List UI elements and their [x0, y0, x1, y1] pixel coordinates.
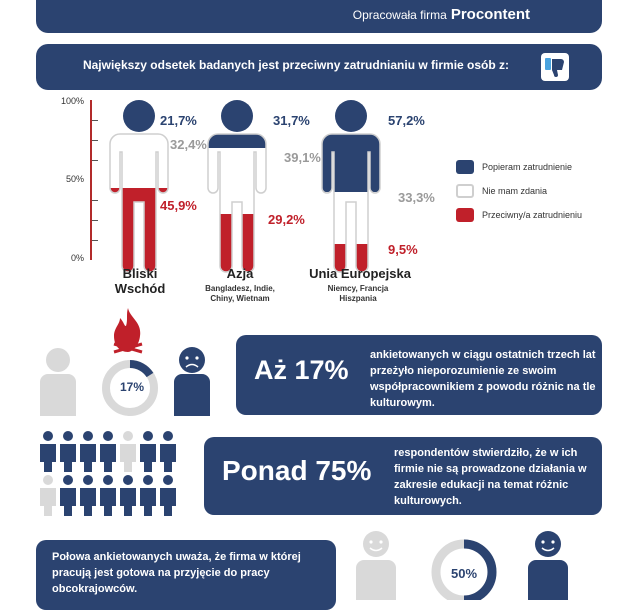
group-name-azja: Azja: [226, 266, 254, 281]
figure-unia-europejska: [320, 100, 382, 294]
credit-prefix: Opracowała firma: [352, 8, 447, 22]
pct-against-azja: 29,2%: [268, 212, 305, 227]
pct-support-azja: 31,7%: [273, 113, 310, 128]
legend-swatch-against: [456, 208, 474, 222]
group-name-ue: Unia Europejska: [309, 266, 411, 281]
group-name-bliski: Bliski Wschód: [114, 266, 166, 296]
fire-icon: [114, 308, 142, 352]
person-navy-icon: [528, 531, 568, 600]
person-sad-icon: [174, 347, 210, 416]
person-happy-icon: [40, 348, 76, 416]
figure-head: [335, 100, 367, 132]
stat2-text: respondentów stwierdziło, że w ich firmie nie są prowadzone działania w zakresie edukacji na temat różnic kulturowych.: [394, 447, 587, 507]
conflict-illustration: [38, 300, 238, 430]
pct-against-bliski: 45,9%: [160, 198, 197, 213]
legend-label-neutral: Nie mam zdania: [482, 186, 548, 196]
stat1-text: ankietowanych w ciągu ostatnich trzech lat przeżyło nieporozumienie ze swoim współpracownikiem z powodu różnic na tle kulturowym.: [370, 349, 596, 409]
stat1-big: Aż 17%: [254, 355, 349, 385]
legend-label-against: Przeciwny/a zatrudnieniu: [482, 210, 583, 220]
person-gray-icon: [356, 531, 396, 600]
axis-label-100: 100%: [60, 96, 84, 106]
pct-support-bliski: 21,7%: [160, 113, 197, 128]
brand-logo: Procontent: [450, 6, 530, 23]
stat2-box: [204, 437, 602, 515]
stat2-big: Ponad 75%: [222, 455, 372, 486]
figure-bliski-wschod: [108, 100, 170, 288]
stat1-box: [236, 335, 602, 415]
legend-label-support: Popieram zatrudnienie: [482, 162, 573, 172]
donut-50-label: 50%: [450, 566, 478, 581]
pct-against-ue: 9,5%: [388, 242, 418, 257]
readiness-illustration: [340, 528, 600, 600]
title-text: Największy odsetek badanych jest przeciwny zatrudnianiu w firmie osób z:: [82, 58, 510, 72]
people-grid: [40, 430, 190, 520]
pct-support-ue: 57,2%: [388, 113, 425, 128]
axis-label-0: 0%: [70, 253, 84, 263]
legend-swatch-support: [456, 160, 474, 174]
donut-17-label: 17%: [119, 380, 145, 394]
pct-neutral-azja: 39,1%: [284, 150, 321, 165]
legend-swatch-neutral: [456, 184, 474, 198]
axis-label-50: 50%: [65, 174, 84, 184]
group-sub-ue: Niemcy, Francja Hiszpania: [327, 284, 389, 303]
pct-neutral-bliski: 32,4%: [170, 137, 207, 152]
figure-head: [123, 100, 155, 132]
group-sub-azja: Bangladesz, Indie, Chiny, Wietnam: [205, 284, 275, 303]
figure-azja: [206, 100, 268, 294]
stat3-text: Połowa ankietowanych uważa, że firma w której pracują jest gotowa na przyjęcie do pracy obcokrajowców.: [52, 551, 301, 595]
figure-head: [221, 100, 253, 132]
pct-neutral-ue: 33,3%: [398, 190, 435, 205]
